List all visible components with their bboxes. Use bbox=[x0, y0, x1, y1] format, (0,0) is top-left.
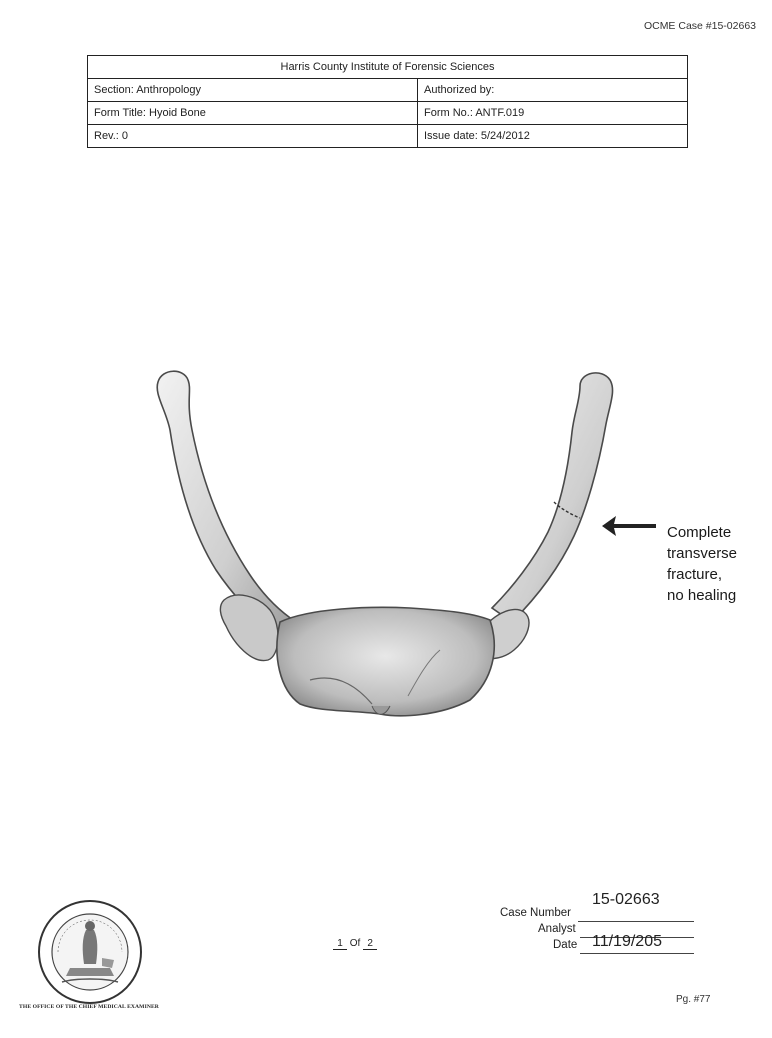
ocme-case-number: OCME Case #15-02663 bbox=[643, 20, 756, 32]
annotation-line-4: no healing bbox=[667, 587, 737, 604]
institution-name: Harris County Institute of Forensic Sciences bbox=[88, 56, 688, 79]
page-number: Pg. #77 bbox=[676, 994, 711, 1005]
case-number-value: 15-02663 bbox=[592, 891, 660, 908]
analyst-label: Analyst bbox=[538, 923, 576, 935]
right-greater-horn bbox=[492, 373, 613, 622]
hyoid-body bbox=[277, 607, 494, 715]
issue-date-cell: Issue date: 5/24/2012 bbox=[418, 125, 688, 148]
annotation-line-3: fracture, bbox=[667, 566, 723, 583]
revision-cell: Rev.: 0 bbox=[88, 125, 418, 148]
page-current: 1 bbox=[333, 938, 347, 950]
form-number-cell: Form No.: ANTF.019 bbox=[418, 102, 688, 125]
form-title-cell: Form Title: Hyoid Bone bbox=[88, 102, 418, 125]
page-total: 2 bbox=[363, 938, 377, 950]
dc-seal-icon bbox=[36, 898, 144, 1006]
page-of-label: Of bbox=[349, 938, 361, 949]
date-value: 11/19/205 bbox=[592, 933, 662, 950]
seal-caption: THE OFFICE OF THE CHIEF MEDICAL EXAMINER bbox=[19, 1004, 159, 1010]
authorized-by-cell: Authorized by: bbox=[418, 79, 688, 102]
fracture-annotation bbox=[667, 522, 767, 606]
section-cell: Section: Anthropology bbox=[88, 79, 418, 102]
annotation-line-1: Complete bbox=[667, 524, 732, 541]
annotation-line-2: transverse bbox=[667, 545, 738, 562]
case-info-block bbox=[480, 893, 720, 963]
page-count bbox=[333, 938, 377, 950]
case-number-label: Case Number bbox=[500, 907, 571, 919]
date-label: Date bbox=[553, 939, 578, 951]
form-header-table bbox=[87, 55, 688, 148]
fracture-arrow-icon bbox=[598, 512, 658, 540]
hyoid-bone-illustration bbox=[140, 360, 640, 730]
